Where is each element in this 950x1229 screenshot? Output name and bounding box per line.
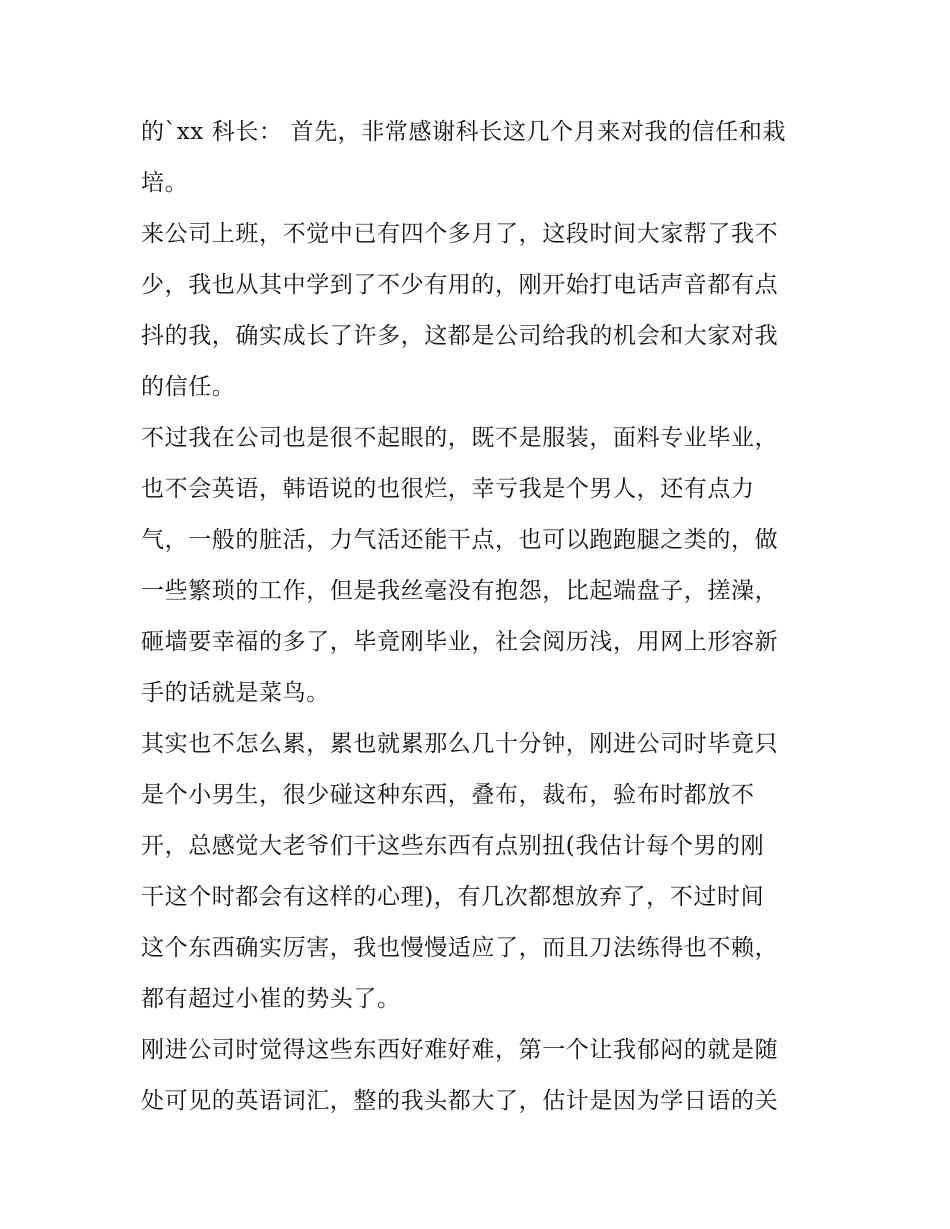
text-line: 这个东西确实厉害，我也慢慢适应了，而且刀法练得也不赖， bbox=[141, 935, 779, 961]
text-line: 不过我在公司也是很不起眼的，既不是服装，面料专业毕业， bbox=[141, 425, 779, 451]
text-line: 培。 bbox=[141, 170, 189, 196]
text-line: 来公司上班，不觉中已有四个多月了，这段时间大家帮了我不 bbox=[141, 221, 779, 247]
text-line: 其实也不怎么累，累也就累那么几十分钟，刚进公司时毕竟只 bbox=[141, 731, 779, 757]
text-line: 刚进公司时觉得这些东西好难好难，第一个让我郁闷的就是随 bbox=[141, 1037, 779, 1063]
text-line: 一些繁琐的工作，但是我丝毫没有抱怨，比起端盘子，搓澡， bbox=[141, 578, 779, 604]
text-line: 少，我也从其中学到了不少有用的，刚开始打电话声音都有点 bbox=[141, 272, 779, 298]
text-line: 手的话就是菜鸟。 bbox=[141, 680, 330, 706]
text-line: 的信任。 bbox=[141, 374, 236, 400]
text-line: 气，一般的脏活，力气活还能干点，也可以跑跑腿之类的，做 bbox=[141, 527, 779, 553]
text-line: 抖的我，确实成长了许多，这都是公司给我的机会和大家对我 bbox=[141, 323, 779, 349]
text-line: 开，总感觉大老爷们干这些东西有点别扭(我估计每个男的刚 bbox=[141, 833, 765, 859]
text-line: 是个小男生，很少碰这种东西，叠布，裁布，验布时都放不 bbox=[141, 782, 755, 808]
letter-body bbox=[141, 107, 821, 1127]
text-line: 砸墙要幸福的多了，毕竟刚毕业，社会阅历浅，用网上形容新 bbox=[141, 629, 779, 655]
text-line: 处可见的英语词汇，整的我头都大了，估计是因为学日语的关 bbox=[141, 1088, 779, 1114]
text-line: 干这个时都会有这样的心理)，有几次都想放弃了，不过时间 bbox=[141, 884, 765, 910]
text-line: 的`xx 科长： 首先，非常感谢科长这几个月来对我的信任和栽 bbox=[141, 119, 787, 145]
text-line: 都有超过小崔的势头了。 bbox=[141, 986, 401, 1012]
text-line: 也不会英语，韩语说的也很烂，幸亏我是个男人，还有点力 bbox=[141, 476, 755, 502]
